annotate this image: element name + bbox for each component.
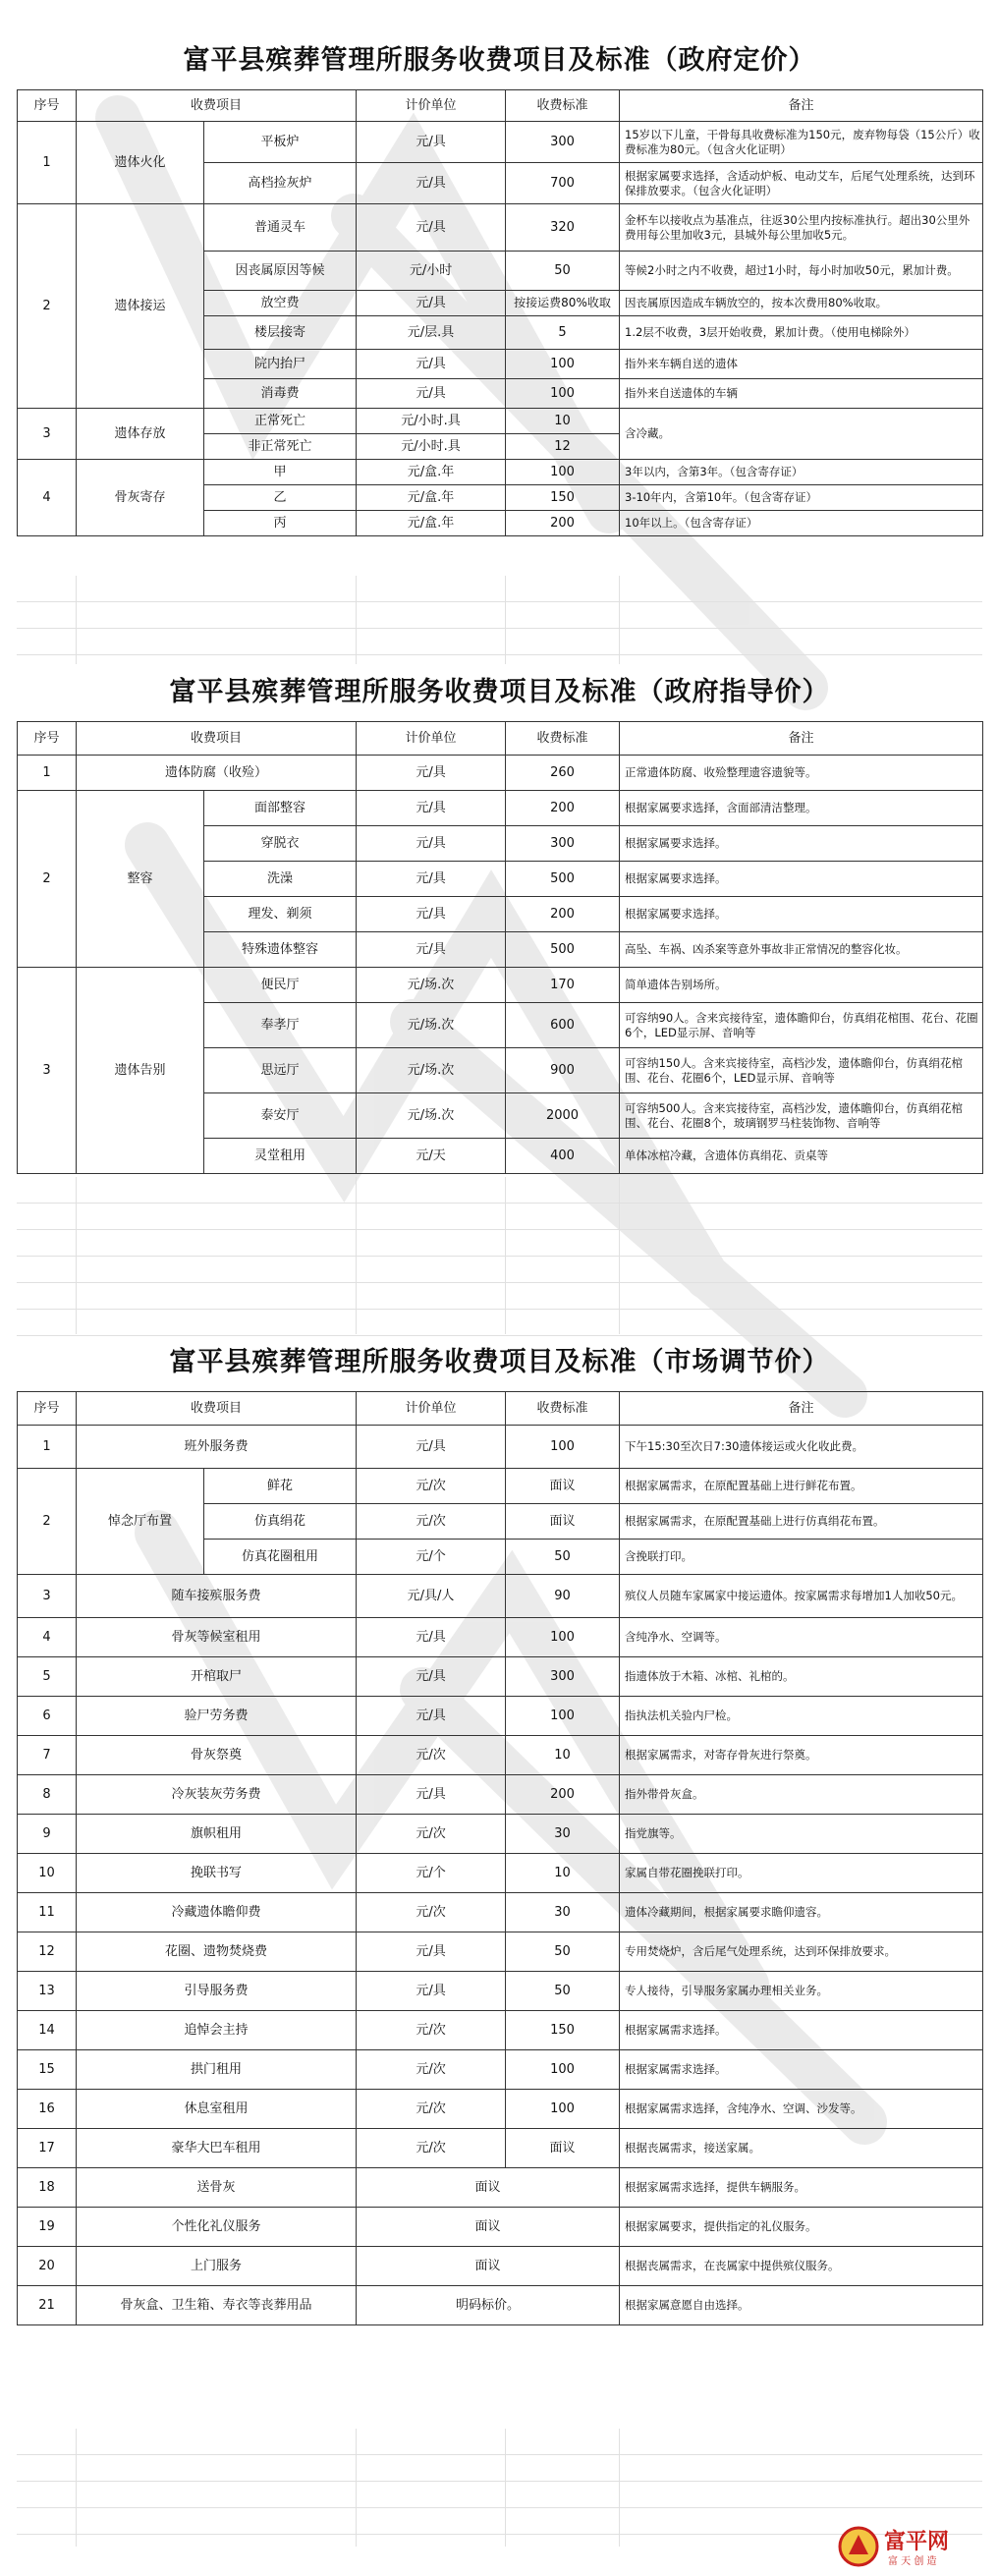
note: 根据家属要求选择，含面部清洁整理。 — [620, 791, 983, 826]
group-name: 悼念厅布置 — [77, 1469, 204, 1575]
table-row — [18, 409, 983, 434]
table-row — [18, 2129, 983, 2168]
item-name: 正常死亡 — [204, 409, 357, 434]
note: 3-10年内，含第10年。（包含寄存证） — [620, 485, 983, 511]
header-price: 收费标准 — [506, 90, 620, 122]
unit: 元/具 — [357, 1618, 506, 1657]
price: 面议 — [357, 2208, 620, 2247]
price: 100 — [506, 2050, 620, 2090]
unit: 元/小时 — [357, 252, 506, 291]
note: 根据家属要求，提供指定的礼仪服务。 — [620, 2208, 983, 2247]
header-unit: 计价单位 — [357, 1392, 506, 1426]
note: 金杯车以接收点为基准点，往返30公里内按标准执行。超出30公里外费用每公里加收3元，县城外每公里加收5元。 — [620, 204, 983, 252]
price: 5 — [506, 316, 620, 350]
item-name: 仿真绢花 — [204, 1504, 357, 1540]
unit: 元/盒.年 — [357, 485, 506, 511]
unit: 元/具 — [357, 862, 506, 897]
group-name: 个性化礼仪服务 — [77, 2208, 357, 2247]
group-name: 随车接殡服务费 — [77, 1575, 357, 1618]
header-note: 备注 — [620, 722, 983, 756]
group-name: 遗体接运 — [77, 204, 204, 409]
group-name: 冷灰装灰劳务费 — [77, 1775, 357, 1815]
unit: 元/具 — [357, 1775, 506, 1815]
unit: 元/具 — [357, 350, 506, 379]
section-government-guidance-price — [17, 664, 982, 1174]
unit: 元/次 — [357, 1504, 506, 1540]
unit: 元/次 — [357, 2011, 506, 2050]
note: 根据家属需求选择。 — [620, 2050, 983, 2090]
table-row — [18, 1575, 983, 1618]
table-row — [18, 204, 983, 252]
item-name: 便民厅 — [204, 968, 357, 1003]
unit: 元/场.次 — [357, 1093, 506, 1139]
row-no: 4 — [18, 460, 77, 536]
price: 400 — [506, 1139, 620, 1174]
price: 30 — [506, 1893, 620, 1932]
table-row — [18, 1775, 983, 1815]
item-name: 丙 — [204, 511, 357, 536]
group-name: 冷藏遗体瞻仰费 — [77, 1893, 357, 1932]
header-unit: 计价单位 — [357, 722, 506, 756]
row-no: 20 — [18, 2247, 77, 2286]
table-row — [18, 2011, 983, 2050]
item-name: 面部整容 — [204, 791, 357, 826]
unit: 元/具/人 — [357, 1575, 506, 1618]
row-no: 15 — [18, 2050, 77, 2090]
price: 50 — [506, 1972, 620, 2011]
unit: 元/次 — [357, 1815, 506, 1854]
section-title: 富平县殡葬管理所服务收费项目及标准（政府定价） — [183, 45, 816, 76]
row-no: 7 — [18, 1736, 77, 1775]
unit: 元/具 — [357, 826, 506, 862]
item-name: 灵堂租用 — [204, 1139, 357, 1174]
group-name: 挽联书写 — [77, 1854, 357, 1893]
unit: 元/个 — [357, 1540, 506, 1575]
price: 150 — [506, 2011, 620, 2050]
row-no: 17 — [18, 2129, 77, 2168]
group-name: 引导服务费 — [77, 1972, 357, 2011]
table-row — [18, 1893, 983, 1932]
price: 面议 — [506, 2129, 620, 2168]
unit: 元/具 — [357, 163, 506, 204]
note: 根据家属要求选择。 — [620, 826, 983, 862]
unit: 元/盒.年 — [357, 511, 506, 536]
note: 因丧属原因造成车辆放空的，按本次费用80%收取。 — [620, 291, 983, 316]
header-note: 备注 — [620, 1392, 983, 1426]
note: 含冷藏。 — [620, 409, 983, 460]
group-name: 旗帜租用 — [77, 1815, 357, 1854]
item-name: 非正常死亡 — [204, 434, 357, 460]
note: 根据家属需求，在原配置基础上进行仿真绢花布置。 — [620, 1504, 983, 1540]
table-row — [18, 791, 983, 826]
group-name: 骨灰盒、卫生箱、寿衣等丧葬用品 — [77, 2286, 357, 2325]
price: 12 — [506, 434, 620, 460]
price: 100 — [506, 1618, 620, 1657]
table-row — [18, 1697, 983, 1736]
group-name: 拱门租用 — [77, 2050, 357, 2090]
note: 指党旗等。 — [620, 1815, 983, 1854]
price: 10 — [506, 409, 620, 434]
group-name: 送骨灰 — [77, 2168, 357, 2208]
unit: 元/次 — [357, 1469, 506, 1504]
row-no: 10 — [18, 1854, 77, 1893]
price: 500 — [506, 932, 620, 968]
row-no: 5 — [18, 1657, 77, 1697]
table-row — [18, 968, 983, 1003]
note: 1.2层不收费，3层开始收费，累加计费。（使用电梯除外） — [620, 316, 983, 350]
row-no: 1 — [18, 1426, 77, 1469]
section-government-price — [17, 32, 982, 536]
note: 含挽联打印。 — [620, 1540, 983, 1575]
unit: 元/次 — [357, 2050, 506, 2090]
item-name: 思远厅 — [204, 1048, 357, 1093]
group-name: 遗体告别 — [77, 968, 204, 1174]
note: 指执法机关验内尸检。 — [620, 1697, 983, 1736]
row-no: 3 — [18, 1575, 77, 1618]
header-no: 序号 — [18, 90, 77, 122]
fee-table — [17, 89, 983, 536]
table-row — [18, 2208, 983, 2247]
group-name: 骨灰寄存 — [77, 460, 204, 536]
price: 100 — [506, 1697, 620, 1736]
spreadsheet-gap-1 — [17, 576, 982, 664]
row-no: 9 — [18, 1815, 77, 1854]
price: 300 — [506, 1657, 620, 1697]
note: 指外带骨灰盒。 — [620, 1775, 983, 1815]
price: 600 — [506, 1003, 620, 1048]
price: 300 — [506, 122, 620, 163]
row-no: 2 — [18, 204, 77, 409]
table-row — [18, 2247, 983, 2286]
note: 专人接待，引导服务家属办理相关业务。 — [620, 1972, 983, 2011]
row-no: 12 — [18, 1932, 77, 1972]
spreadsheet-gap-2 — [17, 1177, 982, 1334]
note: 根据家属需求选择。 — [620, 2011, 983, 2050]
table-header-row — [18, 1392, 983, 1426]
row-no: 4 — [18, 1618, 77, 1657]
unit: 元/具 — [357, 1932, 506, 1972]
row-no: 2 — [18, 1469, 77, 1575]
group-name: 豪华大巴车租用 — [77, 2129, 357, 2168]
header-item: 收费项目 — [77, 722, 357, 756]
unit: 元/具 — [357, 897, 506, 932]
price: 100 — [506, 460, 620, 485]
price: 200 — [506, 897, 620, 932]
item-name: 普通灵车 — [204, 204, 357, 252]
item-name: 特殊遗体整容 — [204, 932, 357, 968]
section-title: 富平县殡葬管理所服务收费项目及标准（政府指导价） — [169, 677, 830, 707]
note: 可容纳500人。含来宾接待室，高档沙发，遗体瞻仰台，仿真绢花棺围、花台、花圈8个，玻璃钢罗马柱装饰物、音响等 — [620, 1093, 983, 1139]
note: 等候2小时之内不收费，超过1小时，每小时加收50元，累加计费。 — [620, 252, 983, 291]
price: 700 — [506, 163, 620, 204]
group-name: 骨灰等候室租用 — [77, 1618, 357, 1657]
unit: 元/个 — [357, 1854, 506, 1893]
note: 根据丧属需求，接送家属。 — [620, 2129, 983, 2168]
unit: 元/具 — [357, 1657, 506, 1697]
unit: 元/具 — [357, 379, 506, 409]
unit: 元/次 — [357, 1893, 506, 1932]
table-row — [18, 1426, 983, 1469]
price: 50 — [506, 1540, 620, 1575]
note: 3年以内，含第3年。（包含寄存证） — [620, 460, 983, 485]
unit: 元/具 — [357, 204, 506, 252]
group-name: 遗体防腐（收殓） — [77, 756, 357, 791]
header-price: 收费标准 — [506, 722, 620, 756]
table-row — [18, 2050, 983, 2090]
price: 面议 — [357, 2247, 620, 2286]
price: 按接运费80%收取 — [506, 291, 620, 316]
header-note: 备注 — [620, 90, 983, 122]
note: 简单遗体告别场所。 — [620, 968, 983, 1003]
table-row — [18, 460, 983, 485]
price: 100 — [506, 350, 620, 379]
table-row — [18, 1854, 983, 1893]
section-market-price — [17, 1334, 982, 2325]
unit: 元/场.次 — [357, 1048, 506, 1093]
unit: 元/天 — [357, 1139, 506, 1174]
unit: 元/具 — [357, 1697, 506, 1736]
unit: 元/具 — [357, 1426, 506, 1469]
price: 90 — [506, 1575, 620, 1618]
note: 10年以上。（包含寄存证） — [620, 511, 983, 536]
header-no: 序号 — [18, 1392, 77, 1426]
row-no: 14 — [18, 2011, 77, 2050]
table-row — [18, 2286, 983, 2325]
note: 可容纳150人。含来宾接待室，高档沙发，遗体瞻仰台，仿真绢花棺围、花台、花圈6个，LED显示屏、音响等 — [620, 1048, 983, 1093]
group-name: 验尸劳务费 — [77, 1697, 357, 1736]
logo-text: 富平网 — [884, 2530, 950, 2554]
price: 320 — [506, 204, 620, 252]
note: 下午15:30至次日7:30遗体接运或火化收此费。 — [620, 1426, 983, 1469]
price: 150 — [506, 485, 620, 511]
header-item: 收费项目 — [77, 90, 357, 122]
item-name: 消毒费 — [204, 379, 357, 409]
price: 500 — [506, 862, 620, 897]
unit: 元/次 — [357, 1736, 506, 1775]
header-unit: 计价单位 — [357, 90, 506, 122]
table-row — [18, 1815, 983, 1854]
price: 900 — [506, 1048, 620, 1093]
group-name: 班外服务费 — [77, 1426, 357, 1469]
price: 100 — [506, 379, 620, 409]
group-name: 追悼会主持 — [77, 2011, 357, 2050]
note: 遗体冷藏期间，根据家属要求瞻仰遗容。 — [620, 1893, 983, 1932]
unit: 元/具 — [357, 791, 506, 826]
item-name: 泰安厅 — [204, 1093, 357, 1139]
row-no: 8 — [18, 1775, 77, 1815]
table-row — [18, 2090, 983, 2129]
item-name: 洗澡 — [204, 862, 357, 897]
price: 面议 — [506, 1469, 620, 1504]
table-row — [18, 1657, 983, 1697]
group-name: 遗体存放 — [77, 409, 204, 460]
price: 200 — [506, 511, 620, 536]
row-no: 13 — [18, 1972, 77, 2011]
note: 根据家属要求选择。 — [620, 897, 983, 932]
group-name: 骨灰祭奠 — [77, 1736, 357, 1775]
unit: 元/小时.具 — [357, 409, 506, 434]
logo-subtext: 富 天 创 造 — [888, 2556, 937, 2567]
unit: 元/具 — [357, 122, 506, 163]
header-price: 收费标准 — [506, 1392, 620, 1426]
item-name: 穿脱衣 — [204, 826, 357, 862]
group-name: 花圈、遗物焚烧费 — [77, 1932, 357, 1972]
price: 200 — [506, 791, 620, 826]
table-row — [18, 1469, 983, 1504]
table-row — [18, 1618, 983, 1657]
unit: 元/次 — [357, 2129, 506, 2168]
unit: 元/具 — [357, 932, 506, 968]
note: 专用焚烧炉，含后尾气处理系统，达到环保排放要求。 — [620, 1932, 983, 1972]
price: 260 — [506, 756, 620, 791]
site-logo — [837, 2525, 984, 2568]
item-name: 因丧属原因等候 — [204, 252, 357, 291]
row-no: 2 — [18, 791, 77, 968]
price: 100 — [506, 1426, 620, 1469]
price: 2000 — [506, 1093, 620, 1139]
row-no: 3 — [18, 409, 77, 460]
table-row — [18, 1932, 983, 1972]
item-name: 甲 — [204, 460, 357, 485]
table-row — [18, 2168, 983, 2208]
item-name: 乙 — [204, 485, 357, 511]
row-no: 6 — [18, 1697, 77, 1736]
note: 根据丧属需求，在丧属家中提供殡仪服务。 — [620, 2247, 983, 2286]
unit: 元/具 — [357, 756, 506, 791]
unit: 元/盒.年 — [357, 460, 506, 485]
table-row — [18, 122, 983, 163]
table-header-row — [18, 90, 983, 122]
price: 50 — [506, 252, 620, 291]
note: 根据家属要求选择。 — [620, 862, 983, 897]
unit: 元/次 — [357, 2090, 506, 2129]
item-name: 高档捡灰炉 — [204, 163, 357, 204]
unit: 元/具 — [357, 291, 506, 316]
row-no: 11 — [18, 1893, 77, 1932]
note: 指外来自送遗体的车辆 — [620, 379, 983, 409]
price: 170 — [506, 968, 620, 1003]
table-row — [18, 1972, 983, 2011]
item-name: 平板炉 — [204, 122, 357, 163]
item-name: 鲜花 — [204, 1469, 357, 1504]
price: 10 — [506, 1854, 620, 1893]
price: 300 — [506, 826, 620, 862]
price: 50 — [506, 1932, 620, 1972]
price: 30 — [506, 1815, 620, 1854]
table-header-row — [18, 722, 983, 756]
item-name: 院内抬尸 — [204, 350, 357, 379]
note: 根据家属需求选择，提供车辆服务。 — [620, 2168, 983, 2208]
price: 200 — [506, 1775, 620, 1815]
note: 单体冰棺冷藏，含遗体仿真绢花、贡桌等 — [620, 1139, 983, 1174]
note: 正常遗体防腐、收殓整理遗容遗貌等。 — [620, 756, 983, 791]
note: 家属自带花圈挽联打印。 — [620, 1854, 983, 1893]
section-title: 富平县殡葬管理所服务收费项目及标准（市场调节价） — [169, 1347, 830, 1377]
group-name: 上门服务 — [77, 2247, 357, 2286]
header-item: 收费项目 — [77, 1392, 357, 1426]
note: 高坠、车祸、凶杀案等意外事故非正常情况的整容化妆。 — [620, 932, 983, 968]
price: 面议 — [357, 2168, 620, 2208]
row-no: 16 — [18, 2090, 77, 2129]
note: 指遗体放于木箱、冰棺、礼棺的。 — [620, 1657, 983, 1697]
item-name: 奉孝厅 — [204, 1003, 357, 1048]
price: 面议 — [506, 1504, 620, 1540]
row-no: 3 — [18, 968, 77, 1174]
unit: 元/层.具 — [357, 316, 506, 350]
row-no: 18 — [18, 2168, 77, 2208]
header-no: 序号 — [18, 722, 77, 756]
table-row — [18, 1736, 983, 1775]
unit: 元/场.次 — [357, 1003, 506, 1048]
row-no: 1 — [18, 122, 77, 204]
item-name: 理发、剃须 — [204, 897, 357, 932]
price: 明码标价。 — [357, 2286, 620, 2325]
note: 根据家属需求选择，含纯净水、空调、沙发等。 — [620, 2090, 983, 2129]
unit: 元/场.次 — [357, 968, 506, 1003]
group-name: 遗体火化 — [77, 122, 204, 204]
item-name: 仿真花圈租用 — [204, 1540, 357, 1575]
item-name: 楼层接寄 — [204, 316, 357, 350]
fee-table — [17, 1391, 983, 2325]
note: 根据家属需求，对寄存骨灰进行祭奠。 — [620, 1736, 983, 1775]
row-no: 1 — [18, 756, 77, 791]
note: 根据家属意愿自由选择。 — [620, 2286, 983, 2325]
group-name: 开棺取尸 — [77, 1657, 357, 1697]
note: 指外来车辆自送的遗体 — [620, 350, 983, 379]
note: 殡仪人员随车家属家中接运遗体。按家属需求每增加1人加收50元。 — [620, 1575, 983, 1618]
unit: 元/具 — [357, 1972, 506, 2011]
group-name: 休息室租用 — [77, 2090, 357, 2129]
group-name: 整容 — [77, 791, 204, 968]
note: 可容纳90人。含来宾接待室，遗体瞻仰台，仿真绢花棺围、花台、花圈6个，LED显示屏、音响等 — [620, 1003, 983, 1048]
unit: 元/小时.具 — [357, 434, 506, 460]
row-no: 19 — [18, 2208, 77, 2247]
note: 根据家属要求选择，含适动炉板、电动艾车，后尾气处理系统，达到环保排放要求。（包含火化证明） — [620, 163, 983, 204]
note: 根据家属需求，在原配置基础上进行鲜花布置。 — [620, 1469, 983, 1504]
price: 100 — [506, 2090, 620, 2129]
fee-table — [17, 721, 983, 1174]
note: 含纯净水、空调等。 — [620, 1618, 983, 1657]
row-no: 21 — [18, 2286, 77, 2325]
price: 10 — [506, 1736, 620, 1775]
item-name: 放空费 — [204, 291, 357, 316]
table-row — [18, 756, 983, 791]
note: 15岁以下儿童，干骨每具收费标准为150元，废弃物每袋（15公斤）收费标准为80元。（包含火化证明） — [620, 122, 983, 163]
